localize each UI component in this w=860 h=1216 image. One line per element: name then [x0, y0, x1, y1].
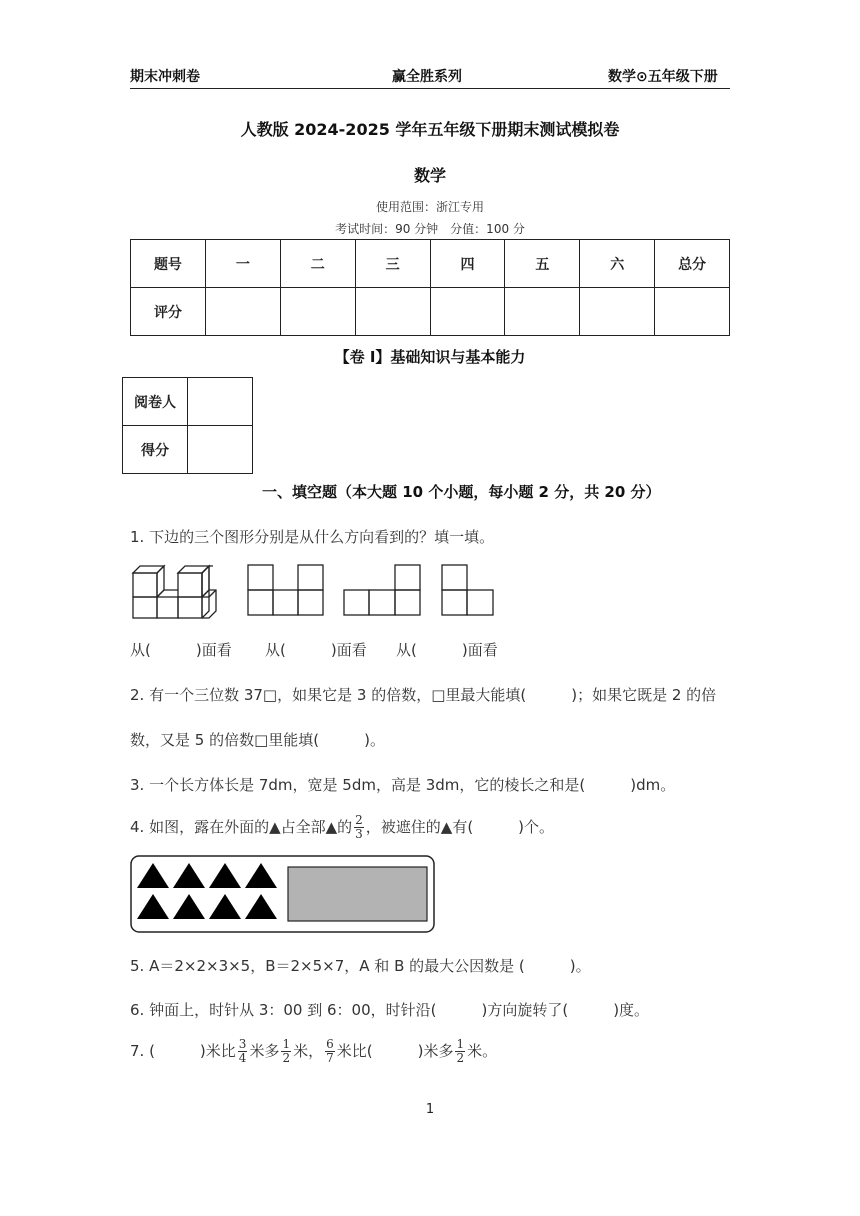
- header-left: 期末冲刺卷: [130, 69, 200, 85]
- score-cell: 二: [280, 240, 355, 288]
- q1-answer-3: 从( )面看: [396, 641, 498, 659]
- grader-score-label: 得分: [123, 426, 188, 474]
- score-cell: 三: [355, 240, 430, 288]
- volume-title: 【卷 I】基础知识与基本能力: [334, 348, 526, 366]
- view-figure-2: [344, 565, 420, 615]
- question-2-line-2: 数，又是 5 的倍数□里能填( )。: [130, 731, 385, 749]
- page-number: 1: [425, 1102, 435, 1117]
- score-cell: 总分: [655, 240, 730, 288]
- question-7: 7. ( )米比 $\frac{3}{4}$ 米多 $\frac{1}{2}$ 米， $\frac{6}{7}$ 米比( )米多 $\frac{1}{2}$ 米。: [130, 1037, 498, 1065]
- cover-rectangle: [288, 867, 427, 921]
- score-cell: 六: [580, 240, 655, 288]
- question-6: 6. 钟面上，时针从 3：00 到 6：00，时针沿( )方向旋转了( )度。: [130, 1001, 650, 1019]
- header-center: 赢全胜系列: [392, 69, 462, 85]
- q7-fraction-2: $\frac{1}{2}$: [282, 1037, 291, 1065]
- grader-score-input-cell[interactable]: [188, 426, 253, 474]
- view-figure-1: [248, 565, 323, 615]
- exam-title: 人教版 2024-2025 学年五年级下册期末测试模拟卷: [240, 120, 620, 139]
- question-1: 1. 下边的三个图形分别是从什么方向看到的？填一填。: [130, 528, 495, 546]
- question-4: [130, 814, 554, 841]
- q1-answer-1: 从( )面看: [130, 641, 232, 659]
- score-input-cell[interactable]: [205, 288, 280, 336]
- header-divider: [130, 88, 730, 89]
- q4-fraction: $\frac{2}{3}$: [355, 813, 363, 841]
- score-table: [130, 239, 730, 336]
- question-3: 3. 一个长方体长是 7dm，宽是 5dm，高是 3dm，它的棱长之和是( )dm。: [130, 776, 676, 794]
- reviewer-label: 阅卷人: [123, 378, 188, 426]
- subject-title: 数学: [413, 166, 446, 185]
- score-input-cell[interactable]: [655, 288, 730, 336]
- section1-title: 一、填空题（本大题 10 个小题，每小题 2 分，共 20 分）: [262, 483, 661, 501]
- time-and-score: 考试时间：90 分钟 分值：100 分: [335, 222, 525, 236]
- score-table-score-row: [131, 288, 730, 336]
- score-input-cell[interactable]: [430, 288, 505, 336]
- q7-fraction-1: $\frac{3}{4}$: [238, 1037, 247, 1065]
- triangles-figure: [130, 855, 436, 934]
- q4-text-a: 4. 如图，露在外面的▲占全部▲的: [130, 818, 353, 836]
- score-row-label: 评分: [131, 288, 206, 336]
- usage-scope: 使用范围：浙江专用: [375, 200, 484, 214]
- view-figures: [128, 560, 508, 622]
- score-cell: 五: [505, 240, 580, 288]
- question-5: 5. A＝2×2×3×5，B＝2×5×7，A 和 B 的最大公因数是 ( )。: [130, 957, 591, 975]
- score-table-header-row: [131, 240, 730, 288]
- question-2-line-1: 2. 有一个三位数 37□，如果它是 3 的倍数，□里最大能填( )；如果它既是 2 的倍: [130, 686, 717, 704]
- grader-table: [122, 377, 253, 474]
- score-input-cell[interactable]: [580, 288, 655, 336]
- score-cell: 一: [205, 240, 280, 288]
- q4-text-b: ，被遮住的▲有( )个。: [365, 818, 555, 836]
- header-right: 数学⊙五年级下册: [608, 69, 718, 85]
- q7-fraction-4: $\frac{1}{2}$: [456, 1037, 465, 1065]
- score-input-cell[interactable]: [355, 288, 430, 336]
- score-input-cell[interactable]: [505, 288, 580, 336]
- view-figure-3: [442, 565, 493, 615]
- reviewer-input-cell[interactable]: [188, 378, 253, 426]
- q1-answer-2: 从( )面看: [265, 641, 367, 659]
- score-cell: 题号: [131, 240, 206, 288]
- score-cell: 四: [430, 240, 505, 288]
- cube-stack-figure: [133, 566, 216, 618]
- score-input-cell[interactable]: [280, 288, 355, 336]
- q7-fraction-3: $\frac{6}{7}$: [326, 1037, 334, 1065]
